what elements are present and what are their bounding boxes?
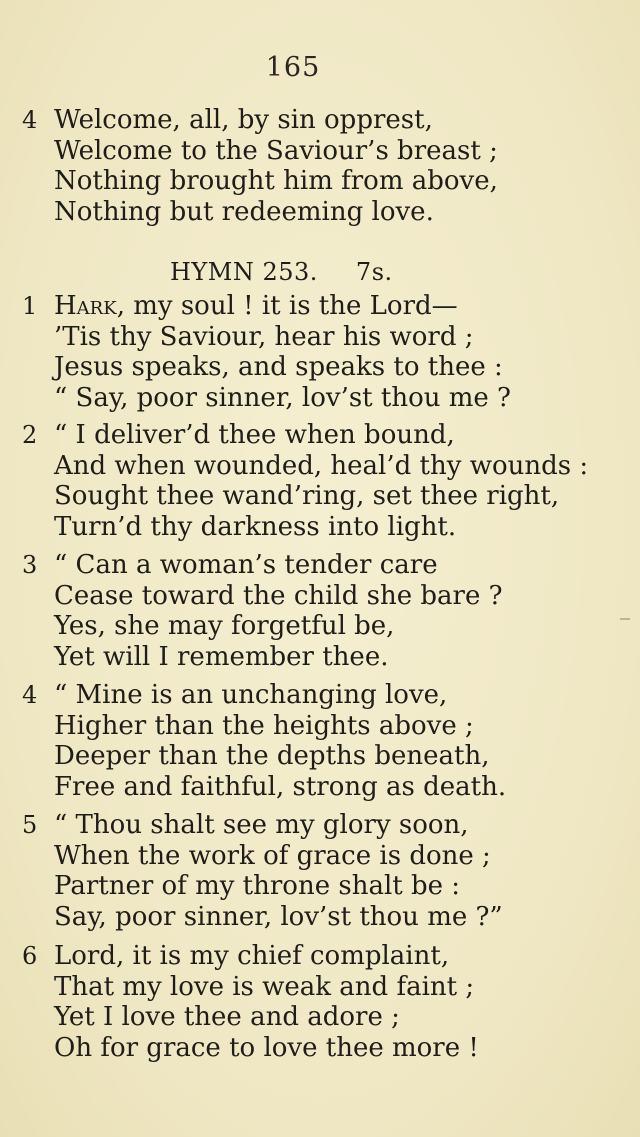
stanza-5 — [22, 810, 622, 932]
verse-line — [22, 841, 622, 872]
verse-line — [22, 810, 622, 841]
verse-text: Yes, she may forgetful be, — [54, 611, 395, 641]
verse-line — [22, 680, 622, 711]
verse-text: “ Thou shalt see my glory soon, — [54, 810, 469, 840]
verse-line — [22, 322, 622, 353]
stanza-number: 4 — [22, 681, 38, 709]
stanza-number: 3 — [22, 551, 38, 579]
verse-text: Yet I love thee and adore ; — [54, 1002, 400, 1032]
verse-line — [22, 1002, 622, 1033]
verse-line — [22, 711, 622, 742]
verse-line — [22, 741, 622, 772]
verse-line — [22, 902, 622, 933]
verse-text: “ Mine is an unchanging love, — [54, 680, 448, 710]
verse-line — [22, 166, 622, 197]
stanza-number: 5 — [22, 811, 38, 839]
verse-text: Sought thee wand’ring, set thee right, — [54, 481, 560, 511]
verse-text: “ Can a woman’s tender care — [54, 550, 438, 580]
verse-line — [22, 291, 622, 322]
verse-text: Welcome to the Saviour’s breast ; — [54, 135, 498, 166]
verse-line — [22, 550, 622, 581]
verse-text: That my love is weak and faint ; — [54, 971, 475, 1002]
verse-line — [22, 581, 622, 612]
stanza-number: 4 — [22, 106, 38, 134]
first-word: Hark — [54, 291, 117, 321]
verse-text: Welcome, all, by sin opprest, — [54, 105, 433, 135]
verse-text: “ I deliver’d thee when bound, — [54, 420, 455, 450]
verse-text: Jesus speaks, and speaks to thee : — [54, 352, 503, 382]
hymn-meter: 7s. — [355, 258, 393, 286]
hymn-title: HYMN 253. — [170, 258, 318, 286]
stanza-1 — [22, 291, 622, 413]
verse-line — [22, 420, 622, 451]
stanza-6 — [22, 941, 622, 1063]
verse-text: Deeper than the depths beneath, — [54, 741, 490, 771]
paper-speck — [620, 618, 630, 620]
verse-line — [22, 871, 622, 902]
verse-text: Lord, it is my chief complaint, — [54, 941, 450, 971]
verse-line — [22, 772, 622, 803]
stanza-number: 1 — [22, 292, 38, 320]
verse-text: Turn’d thy darkness into light. — [54, 511, 457, 542]
stanza-2 — [22, 420, 622, 542]
verse-text: Yet will I remember thee. — [54, 641, 389, 672]
stanza-3 — [22, 550, 622, 672]
verse-line — [22, 383, 622, 414]
continued-stanza — [22, 105, 622, 227]
verse-line — [22, 1033, 622, 1064]
verse-line — [22, 481, 622, 512]
stanza-number: 2 — [22, 421, 38, 449]
verse-text: Nothing but redeeming love. — [54, 196, 434, 227]
verse-line — [22, 512, 622, 543]
verse-line — [22, 611, 622, 642]
verse-text: , my soul ! it is the Lord— — [116, 291, 458, 321]
verse-line — [22, 941, 622, 972]
page-number: 165 — [265, 52, 321, 83]
verse-line — [22, 352, 622, 383]
verse-line — [22, 136, 622, 167]
verse-text: Partner of my throne shalt be : — [54, 871, 461, 901]
verse-text: And when wounded, heal’d thy wounds : — [54, 450, 589, 481]
verse-line — [22, 197, 622, 228]
verse-text: Nothing brought him from above, — [54, 166, 498, 196]
verse-line — [22, 972, 622, 1003]
verse-text: Cease toward the child she bare ? — [54, 580, 503, 611]
verse-text: Free and faithful, strong as death. — [54, 771, 507, 802]
verse-text: ’Tis thy Saviour, hear his word ; — [54, 321, 474, 352]
verse-text: “ Say, poor sinner, lov’st thou me ? — [54, 382, 511, 413]
verse-text: Oh for grace to love thee more ! — [54, 1032, 479, 1063]
verse-text: When the work of grace is done ; — [54, 840, 491, 871]
verse-line — [22, 642, 622, 673]
verse-text: Higher than the heights above ; — [54, 710, 474, 741]
verse-line — [22, 105, 622, 136]
hymn-heading — [170, 258, 393, 286]
verse-text: Say, poor sinner, lov’st thou me ?” — [54, 901, 503, 932]
stanza-number: 6 — [22, 942, 38, 970]
verse-line — [22, 451, 622, 482]
stanza-4 — [22, 680, 622, 802]
